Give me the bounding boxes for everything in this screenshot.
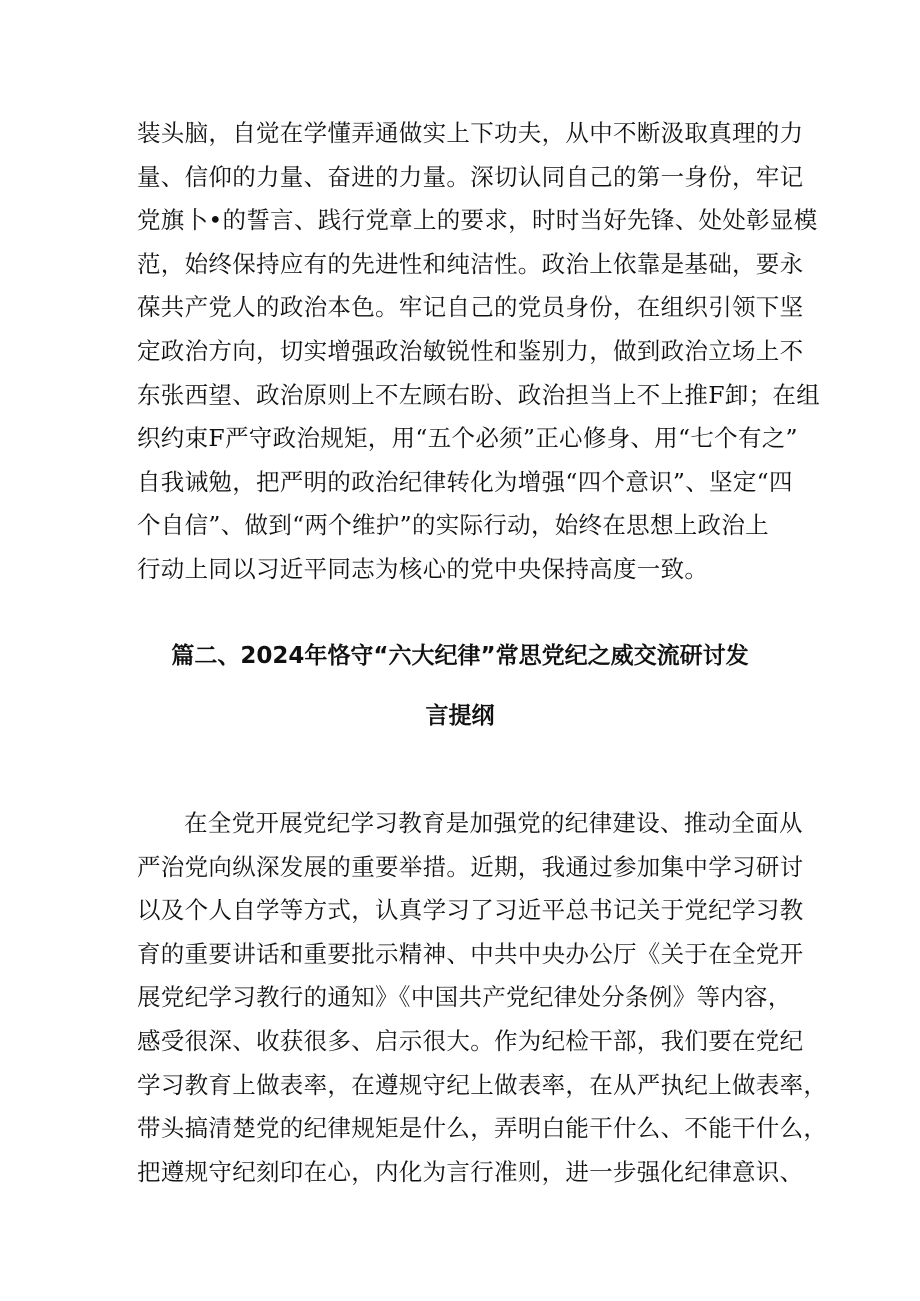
text-line: 育的重要讲话和重要批示精神、中共中央办公厅《关于在全党开: [137, 939, 804, 968]
text-line: 自我诫勉，把严明的政治纪律转化为增强“四个意识”、坚定“四: [137, 467, 793, 496]
text-line: 装头脑，自觉在学懂弄通做实上下功夫，从中不断汲取真理的力: [137, 119, 804, 147]
text-line: 感受很深、收获很多、启示很大。作为纪检干部，我们要在党纪: [137, 1026, 804, 1055]
text-line: 党旗卜•的誓言、践行党章上的要求，时时当好先锋、处处彰显模: [137, 206, 818, 235]
text-line: 展党纪学习教行的通知》《中国共产党纪律处分条例》等内容，: [137, 983, 792, 1012]
text-line: 带头搞清楚党的纪律规矩是什么，弄明白能干什么、不能干什么，: [137, 1114, 828, 1143]
paragraph-section-one: [137, 112, 821, 592]
text-line: 量、信仰的力量、奋进的力量。深切认同自己的第一身份，牢记: [137, 162, 804, 191]
text-line: 葆共产党人的政治本色。牢记自己的党员身份，在组织引领下坚: [137, 293, 804, 322]
text-line: 学习教育上做表率，在遵规守纪上做表率，在从严执纪上做表率，: [137, 1070, 828, 1099]
text-line: 以及个人自学等方式，认真学习了习近平总书记关于党纪学习教: [137, 896, 804, 925]
text-line: 范，始终保持应有的先进性和纯洁性。政治上依靠是基础，要永: [137, 249, 804, 278]
text-line: 东张西望、政治原则上不左顾右盼、政治担当上不上推F卸；在组: [137, 380, 821, 409]
text-line: 严治党向纵深发展的重要举措。近期，我通过参加集中学习研讨: [137, 852, 804, 881]
section-heading-line-2: 言提纲: [425, 703, 495, 729]
paragraph-section-two: [137, 802, 828, 1194]
text-line-indented: 在全党开展党纪学习教育是加强党的纪律建设、推动全面从: [184, 809, 803, 837]
text-line: 把遵规守纪刻印在心，内化为言行准则，进一步强化纪律意识、: [137, 1157, 804, 1186]
text-line: 织约束F严守政治规矩，用“五个必须”正心修身、用“七个有之”: [137, 424, 798, 453]
text-line: 行动上同以习近平同志为核心的党中央保持高度一致。: [137, 554, 709, 583]
section-heading-line-1: 篇二、2024年恪守“六大纪律”常思党纪之威交流研讨发: [171, 643, 749, 669]
text-line: 个自信”、做到“两个维护”的实际行动，始终在思想上政治上: [137, 511, 769, 540]
text-line: 定政治方向，切实增强政治敏锐性和鉴别力，做到政治立场上不: [137, 336, 804, 365]
